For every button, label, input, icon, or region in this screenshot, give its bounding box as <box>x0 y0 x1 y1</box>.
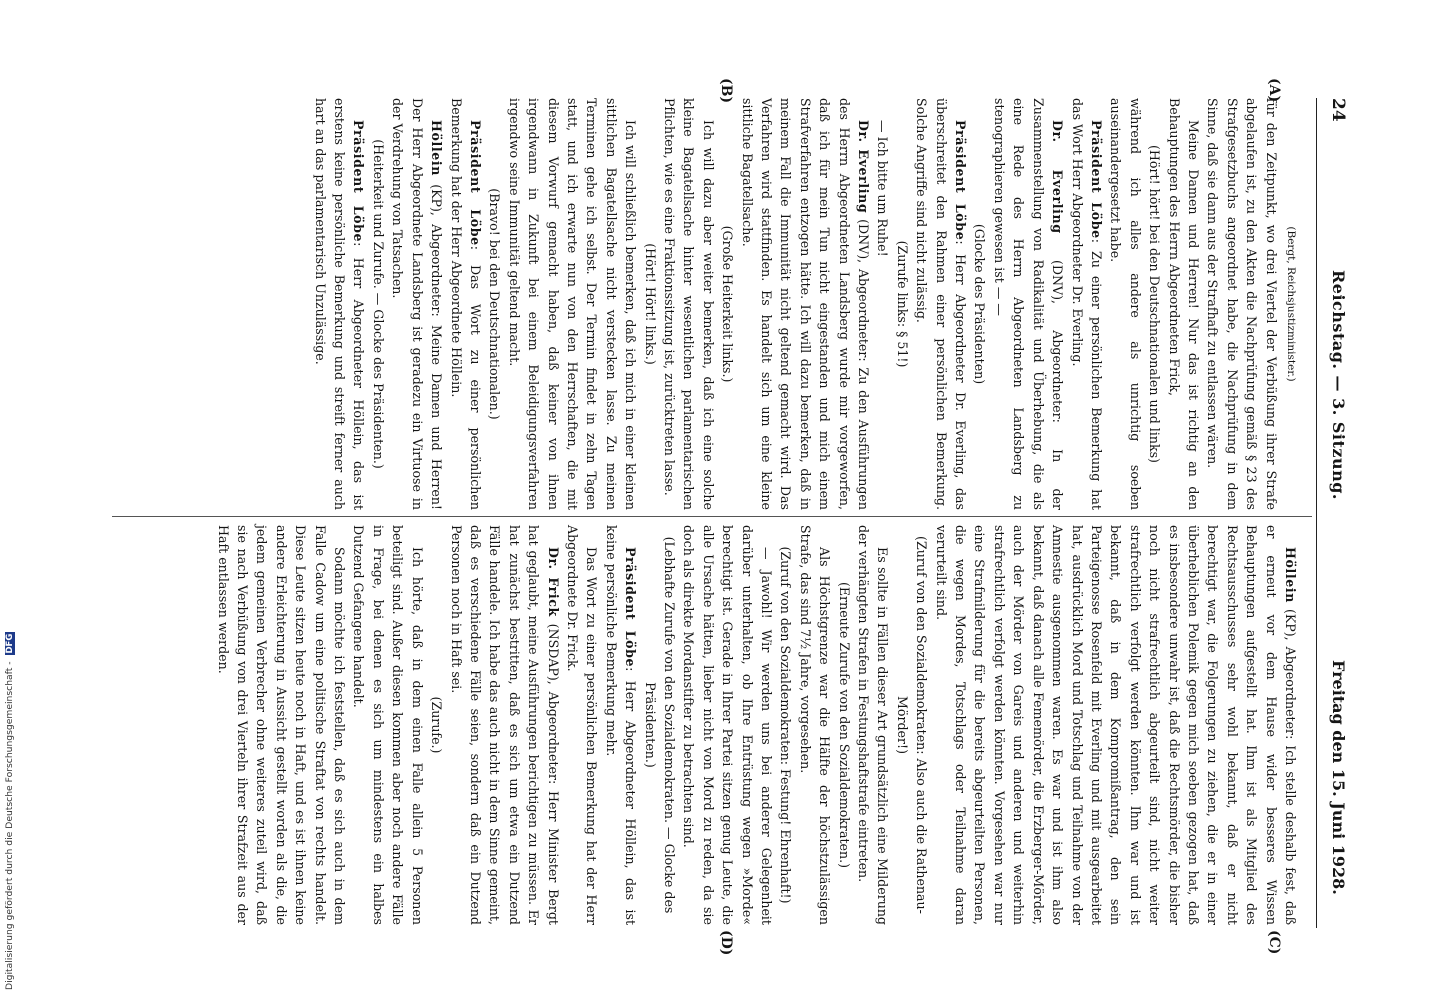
interjection: (Heiterkeit und Zurufe. — Glocke des Präsidenten.) <box>370 139 386 469</box>
column-divider <box>112 516 1312 517</box>
paragraph: — Ich bitte um Ruhe! <box>875 120 891 257</box>
speaker-paragraph: Dr. Everling (DNV), Abgeordneter: In der Zusammenstellung von Radikalität und Überhebung, die als eine Rede des Herrn Abgeordneten Landsberg zu stenographieren gewesen ist — — <box>991 98 1066 510</box>
speaker-paragraph: Höllein (KP), Abgeordneter: Meine Damen und Herren! Der Herr Abgeordnete Landsberg ist geradezu ein Virtuose in der Verdrehung von Tatsachen. <box>390 98 445 510</box>
margin-mark-b: (B) <box>718 78 734 104</box>
interjection: (Zuruf von den Sozialdemokraten: Also auch die Rathenau-Mörder!) <box>894 536 930 914</box>
speaker-name: Dr. Everling <box>1050 120 1066 234</box>
header-rule <box>1316 98 1317 928</box>
margin-mark-d: (D) <box>718 930 734 956</box>
paragraph: Es sollte in Fällen dieser Art grundsätzlich eine Milderung der verhängten Strafen in Festungshaftstrafe eintreten. <box>856 525 891 925</box>
margin-mark-c: (C) <box>1266 930 1282 955</box>
speaker-paragraph: Präsident Löbe: Zu einer persönlichen Bemerkung hat das Wort Herr Abgeordneter Dr. Everling. <box>1069 98 1104 510</box>
running-head: Reichstag. — 3. Sitzung. <box>1329 270 1348 500</box>
paragraph: — Jawohl! Wir werden uns bei anderer Gelegenheit darüber unterhalten, ob Ihre Entrüstung wegen »Morde« berechtigt ist. Gerade in Ihrer Partei sitzen genug Leute, die alle Ursache hätten, lieber nicht von Mord zu reden, da sie doch als direkte Mordanstifter zu betrachten sind. <box>681 525 775 925</box>
paragraph: (Bergt, Reichsjustizminister.) <box>1285 226 1297 382</box>
speaker-paragraph: Präsident Löbe: Herr Abgeordneter Höllein, das ist erstens keine persönliche Bemerkung und streift ferner auch hart an das parlamentarisch Unzulässige. <box>312 98 367 511</box>
paragraph: während ich alles andere als unrichtig soeben auseinandergesetzt habe. <box>1108 98 1143 510</box>
speaker-name: Präsident Löbe <box>1088 120 1104 239</box>
page-number: 24 <box>1328 98 1348 122</box>
interjection: (Große Heiterkeit links.) <box>720 225 736 383</box>
speaker-name: Dr. Frick <box>545 547 561 617</box>
footer-text: Digitalisierung gefördert durch die Deutsche Forschungsgemeinschaft - <box>4 661 15 990</box>
right-column <box>213 525 1300 925</box>
paragraph: Das Wort zu einer persönlichen Bemerkung hat der Herr Abgeordnete Dr. Frick. <box>564 525 600 925</box>
speaker-name: Präsident Löbe <box>953 120 969 241</box>
speaker-paragraph: Präsident Löbe: Herr Abgeordneter Dr. Everling, das überschreitet den Rahmen einer persönlichen Bemerkung. Solche Angriffe sind nicht zulässig. <box>914 98 969 511</box>
date-line: Freitag den 15. Juni 1928. <box>1329 660 1348 895</box>
speaker-paragraph: Dr. Frick (NSDAP), Abgeordneter: Herr Minister Bergt hat geglaubt, meine Ausführungen berichtigen zu müssen. Er hat zunächst bestritten, daß es sich um etwa ein Dutzend Fälle handele. Ich habe das auch nicht in dem Sinne gemeint, daß es verschiedene Fälle seien, sondern daß ein Dutzend Personen noch in Haft sei. <box>448 525 561 925</box>
interjection: (Bravo! bei den Deutschnationalen.) <box>487 188 503 420</box>
speaker-name: Dr. Everling <box>856 120 872 214</box>
dfg-logo: DFG <box>5 633 15 654</box>
interjection: (Hört! Hört! links.) <box>642 243 658 365</box>
interjection: (Erneute Zurufe von den Sozialdemokraten.) <box>836 581 852 869</box>
margin-mark-a: (A) <box>1266 78 1282 103</box>
speaker-name: Präsident Löbe <box>623 547 639 668</box>
speaker-paragraph: Höllein (KP), Abgeordneter: Ich stelle deshalb fest, daß er erneut vor dem Hause wider besseres Wissen Behauptungen aufgestellt hat. Ihm ist als Mitglied des Rechtsausschusses sehr wohl bekannt, daß er nicht berechtigt war, die Folgerungen zu ziehen, die er in einer überheblichen Polemik gegen mich soeben gezogen hat, daß es insbesondere unwahr ist, daß die Rechtsmörder, die bisher noch nicht strafrechtlich abgeurteilt sind, nicht weiter strafrechtlich verfolgt werden könnten. Ihm war und ist bekannt, daß in dem Kompromißantrag, den sein Parteigenosse Rosenfeld mit Everling und mit ausgearbeitet hat, ausdrücklich Mord und Totschlag und Teilnahme von der Amnestie ausgenommen waren. Es war und ist ihm also bekannt, daß danach alle Fememörder, die Erzberger-Mörder, auch der Mörder von Gareis und anderen und weiterhin strafrechtlich verfolgt werden könnten. Vorgesehen war nur eine Strafmilderung für die bereits abgeurteilten Personen, die wegen Mordes, Totschlags oder Teilnahme daran verurteilt sind. <box>933 525 1298 925</box>
digitization-footer <box>4 632 15 990</box>
interjection: (Lebhafte Zurufe von den Sozialdemokraten. — Glocke des Präsidenten.) <box>642 536 677 914</box>
paragraph: Ich will dazu aber weiter bemerken, daß ich eine solche kleine Bagatellsache hinter wesentlichen parlamentarischen Pflichten, wie es eine Fraktionssitzung ist, zurücktreten lasse. <box>662 98 716 510</box>
speaker-name: Höllein <box>1283 547 1298 604</box>
paragraph: Meine Damen und Herren! Nur das ist richtig an den Behauptungen des Herrn Abgeordneten Frick, <box>1166 98 1201 510</box>
paragraph: Ich hörte, daß in dem einen Falle allein 5 Personen beteiligt sind. Außer diesen kommen aber noch andere Fälle in Frage, bei denen es sich um mindestens ein halbes Dutzend Gefangene handelt. <box>351 525 425 925</box>
speaker-name: Präsident Löbe <box>467 120 483 246</box>
speaker-name: Höllein <box>429 120 445 177</box>
paragraph: Als Höchstgrenze war die Hälfte der höchstzulässigen Strafe, das sind 7½ Jahre, vorgesehen. <box>797 525 833 925</box>
interjection: (Hört! hört! bei den Deutschnationalen und links) <box>1147 145 1163 463</box>
speaker-paragraph: Dr. Everling (DNV), Abgeordneter: Zu den Ausführungen des Herrn Abgeordneten Landsberg wurde mir vorgeworfen, daß ich für mein Tun nicht eingestanden und mich einem Strafverfahren entzogen hätte. Ich will dazu bemerken, daß in meinem Fall die Immunität nicht geltend gemacht wird. Das Verfahren wird stattfinden. Es handelt sich um eine kleine sittliche Bagatellsache. <box>739 98 872 510</box>
interjection: (Zuruf von den Sozialdemokraten: Festung! Ehrenhaft!) <box>778 546 794 904</box>
paragraph: für den Zeitpunkt, wo drei Viertel der Verbüßung ihrer Strafe abgelaufen ist, zu den Akten die Nachprüfung gemäß § 23 des Strafgesetzbuchs angeordnet habe, die Nachprüfung in dem Sinne, daß sie dann aus der Strafhaft zu entlassen wären. <box>1205 98 1279 510</box>
paragraph: Sodann möchte ich feststellen, daß es sich auch in dem Falle Cadow um eine politische Straftat von rechts handelt. Diese Leute sitzen heute noch in Haft, und es ist ihnen keine andere Erleichterung in Aussicht gestellt worden als die, die jedem gemeinen Verbrecher ohne weiteres zuteil wird, daß sie nach Verbüßung von drei Vierteln ihrer Strafzeit aus der Haft entlassen werden. <box>215 525 348 925</box>
interjection: (Zurufe links: § 51!) <box>894 240 910 368</box>
speaker-paragraph: Präsident Löbe: Das Wort zu einer persönlichen Bemerkung hat der Herr Abgeordnete Höllein. <box>448 98 483 510</box>
interjection: (Zurufe.) <box>429 696 445 754</box>
interjection: (Glocke des Präsidenten) <box>972 223 988 385</box>
speaker-paragraph: Präsident Löbe: Herr Abgeordneter Höllein, das ist keine persönliche Bemerkung mehr. <box>603 525 639 926</box>
speaker-name: Präsident Löbe <box>351 120 367 243</box>
paragraph: Ich will schließlich bemerken, daß ich mich in einer kleinen sittlichen Bagatellsache nicht verstecken lasse. Zu meinen Terminen gehe ich selbst. Der Termin findet in zehn Tagen statt, und ich erwarte nun von den Herrschaften, die mit diesem Vorwurf gemacht haben, daß keiner von ihnen irgendwann in Zukunft bei einem Beleidigungsverfahren irgendwo seine Immunität geltend macht. <box>506 98 639 510</box>
left-column <box>310 98 1300 510</box>
